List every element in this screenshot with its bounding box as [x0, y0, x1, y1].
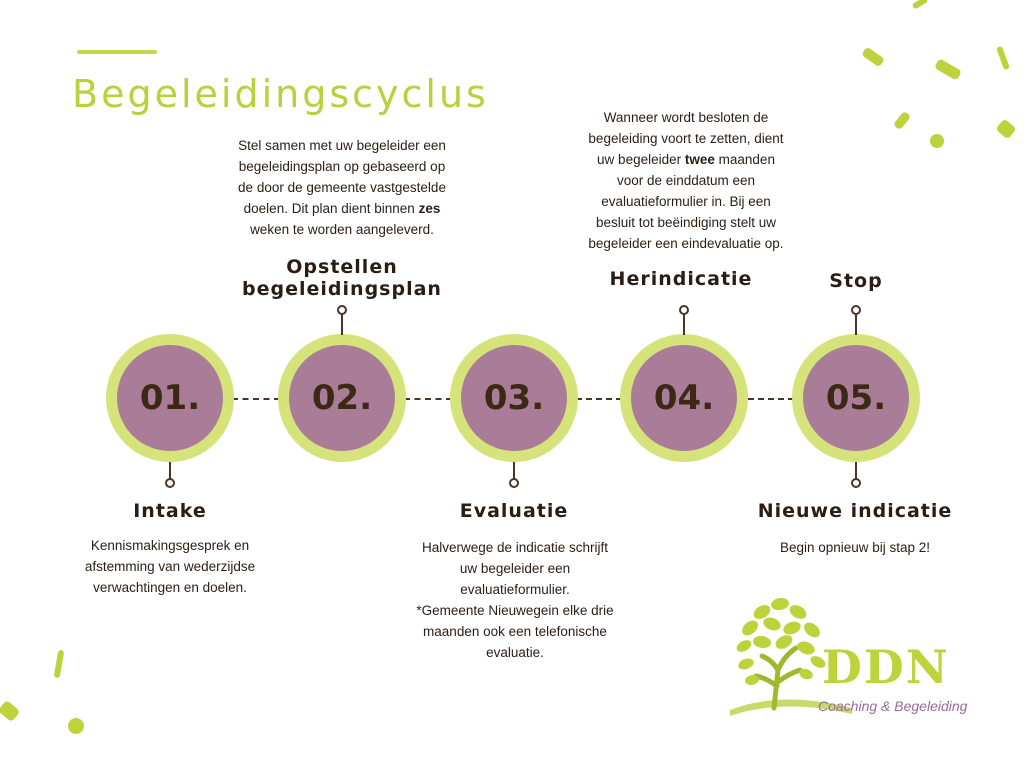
step-circle-3 [450, 334, 578, 462]
stem-up-5 [855, 313, 857, 335]
desc-line: afstemming van wederzijdse [84, 559, 256, 574]
connector-3-4 [576, 398, 622, 400]
desc-line: Halverwege de indicatie schrijft [421, 540, 609, 555]
step-number: 05. [825, 378, 887, 418]
step-description-1 [40, 535, 300, 598]
confetti-dash [995, 118, 1016, 139]
page-title: Begeleidingscyclus [72, 72, 489, 116]
logo-tagline: Coaching & Begeleiding [818, 698, 968, 714]
heading-line: begeleidingsplan [242, 278, 442, 300]
step-heading-5-top: Stop [829, 270, 883, 292]
step-description-4 [536, 107, 836, 254]
confetti-dash [861, 47, 885, 68]
logo-wordmark: DDN [822, 640, 950, 694]
connector-4-5 [748, 398, 794, 400]
desc-line: doelen. Dit plan dient binnen zes [243, 201, 441, 216]
ddn-logo [722, 590, 984, 720]
desc-line: uw begeleider een [459, 561, 571, 576]
step-circle-1 [106, 334, 234, 462]
confetti-dash [893, 111, 911, 131]
step-heading-1: Intake [133, 500, 207, 522]
stem-knob [509, 478, 519, 488]
connector-1-2 [232, 398, 280, 400]
desc-line: evaluatieformulier in. Bij een [601, 194, 771, 209]
desc-line: weken te worden aangeleverd. [250, 222, 434, 237]
step-description-3 [370, 537, 660, 663]
stem-knob [851, 478, 861, 488]
confetti-dot [930, 134, 944, 148]
desc-line: verwachtingen en doelen. [93, 580, 247, 595]
connector-2-3 [404, 398, 452, 400]
desc-line: begeleider een eindevaluatie op. [588, 236, 784, 251]
desc-line: besluit tot beëindiging stelt uw [595, 215, 777, 230]
step-number: 02. [311, 378, 373, 418]
desc-line: maanden ook een telefonische [423, 624, 607, 639]
step-circle-2 [278, 334, 406, 462]
desc-line: begeleiding voort te zetten, dient [588, 131, 784, 146]
desc-line: Begin opnieuw bij stap 2! [779, 540, 931, 555]
step-heading-2 [222, 256, 462, 300]
step-heading-3: Evaluatie [459, 500, 569, 522]
title-rule [77, 50, 157, 54]
bold-word: zes [418, 201, 441, 216]
stem-up-2 [341, 313, 343, 335]
step-number: 01. [139, 378, 201, 418]
step-number: 03. [483, 378, 545, 418]
step-number: 04. [653, 378, 715, 418]
bold-word: twee [684, 152, 715, 167]
desc-line: Wanneer wordt besloten de [603, 110, 769, 125]
step-circle-5 [792, 334, 920, 462]
step-heading-5-bottom: Nieuwe indicatie [757, 500, 953, 522]
desc-line: uw begeleider twee maanden [597, 152, 775, 167]
confetti-dash [912, 0, 929, 10]
confetti-dash [54, 650, 65, 679]
desc-line: Stel samen met uw begeleider een [238, 138, 446, 153]
confetti-dash [0, 700, 20, 722]
step-description-2 [196, 135, 488, 240]
desc-line: voor de einddatum een [616, 173, 756, 188]
heading-line: Opstellen [286, 256, 398, 278]
confetti-dash [996, 46, 1010, 71]
desc-line: Kennismakingsgesprek en [90, 538, 250, 553]
step-circle-4 [620, 334, 748, 462]
stem-knob [165, 478, 175, 488]
desc-line: begeleidingsplan op gebaseerd op [238, 159, 446, 174]
step-description-5 [740, 537, 970, 558]
confetti-dash [934, 58, 962, 81]
desc-line: *Gemeente Nieuwegein elke drie [416, 603, 614, 618]
desc-line: de door de gemeente vastgestelde [238, 180, 446, 195]
confetti-dot [68, 718, 84, 734]
stem-up-4 [683, 313, 685, 335]
desc-line: evaluatie. [486, 645, 544, 660]
step-heading-4: Herindicatie [609, 268, 753, 290]
desc-line: evaluatieformulier. [460, 582, 570, 597]
